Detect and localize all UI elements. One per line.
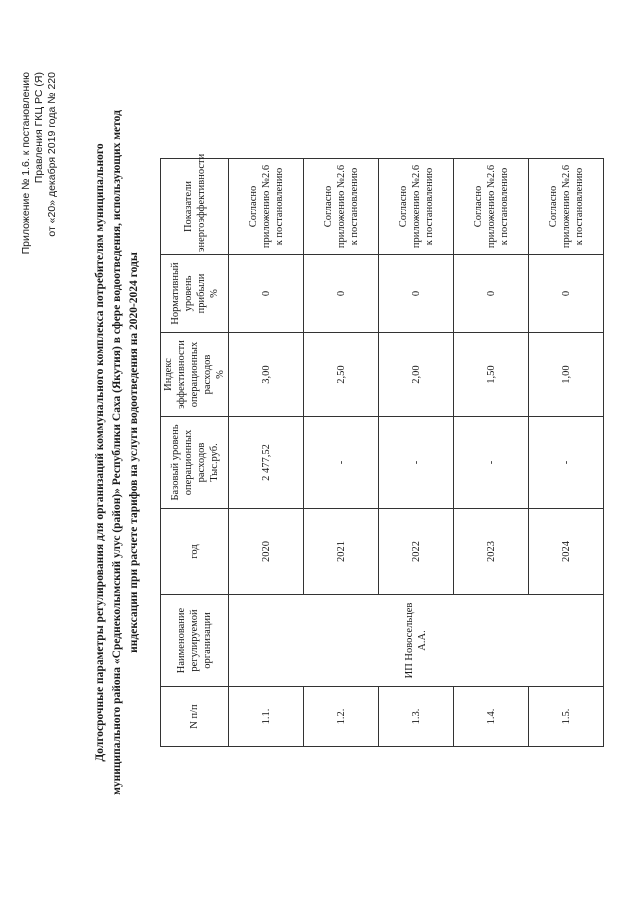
cell-energy: Согласно приложению №2.6 к постановлению xyxy=(229,159,304,255)
header-profit xyxy=(161,255,229,333)
header-index xyxy=(161,333,229,417)
cell-base: - xyxy=(304,417,379,509)
cell-energy: Согласно приложению №2.6 к постановлению xyxy=(304,159,379,255)
cell-num: 1.5. xyxy=(529,687,604,747)
appendix-line-1: Приложение № 1.6. к постановлению xyxy=(20,72,32,255)
cell-profit: 0 xyxy=(379,255,454,333)
cell-energy: Согласно приложению №2.6 к постановлению xyxy=(379,159,454,255)
table-header-row xyxy=(161,159,229,747)
header-base xyxy=(161,417,229,509)
cell-organization: ИП Новосельцев А.А. xyxy=(229,595,604,687)
cell-num: 1.1. xyxy=(229,687,304,747)
cell-energy: Согласно приложению №2.6 к постановлению xyxy=(454,159,529,255)
cell-year: 2021 xyxy=(304,509,379,595)
parameters-table xyxy=(160,153,604,747)
header-index-label: Индекс эффективности операционных расходов xyxy=(163,340,213,409)
cell-energy: Согласно приложению №2.6 к постановлению xyxy=(529,159,604,255)
cell-index: 3,00 xyxy=(229,333,304,417)
cell-base: - xyxy=(454,417,529,509)
appendix-header xyxy=(20,72,59,632)
appendix-line-2: Правления ГКЦ РС (Я) xyxy=(33,72,45,184)
cell-index: 1,50 xyxy=(454,333,529,417)
cell-index: 1,00 xyxy=(529,333,604,417)
cell-base: - xyxy=(529,417,604,509)
cell-profit: 0 xyxy=(529,255,604,333)
header-index-unit: % xyxy=(215,370,226,379)
cell-index: 2,00 xyxy=(379,333,454,417)
header-profit-label: Нормативный уровень прибыли xyxy=(169,262,207,325)
header-base-unit: Тыс.руб. xyxy=(208,443,220,482)
cell-year: 2024 xyxy=(529,509,604,595)
cell-num: 1.3. xyxy=(379,687,454,747)
cell-num: 1.2. xyxy=(304,687,379,747)
cell-year: 2020 xyxy=(229,509,304,595)
cell-base: - xyxy=(379,417,454,509)
cell-year: 2022 xyxy=(379,509,454,595)
header-base-label: Базовый уровень операционных расходов xyxy=(169,424,207,501)
document-title: Долгосрочные параметры регулирования для организаций коммунального комплекса потребителям муниципального муниципального района «Среднеколымский улус (район)» Республики Саха (Якутия) в сфере водоотведения, использующих метод индексации при расчете тарифов на услуги водоотведения на 2020-2024 годы xyxy=(94,110,140,795)
appendix-line-3: от «20» декабря 2019 года № 220 xyxy=(46,72,58,237)
cell-profit: 0 xyxy=(229,255,304,333)
cell-num: 1.4. xyxy=(454,687,529,747)
cell-profit: 0 xyxy=(304,255,379,333)
header-num: N п/п xyxy=(161,687,229,747)
table-row xyxy=(229,159,304,747)
header-org: Наименование регулируемой организации xyxy=(161,595,229,687)
header-energy: Показатели энергоэффективности xyxy=(161,159,229,255)
header-year: год xyxy=(161,509,229,595)
cell-profit: 0 xyxy=(454,255,529,333)
cell-year: 2023 xyxy=(454,509,529,595)
cell-base: 2 477,52 xyxy=(229,417,304,509)
cell-index: 2,50 xyxy=(304,333,379,417)
header-profit-unit: % xyxy=(208,289,220,298)
